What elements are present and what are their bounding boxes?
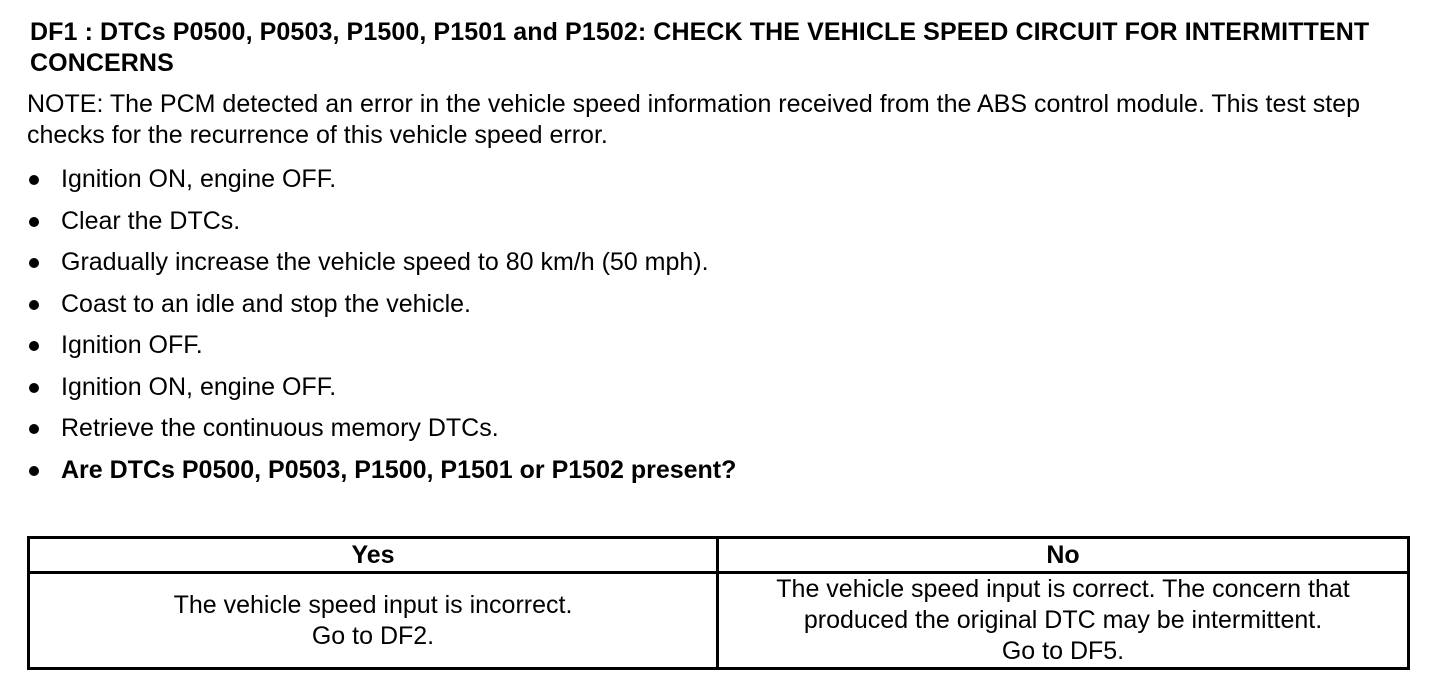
bullet-icon [29,466,39,476]
no-result-text: The vehicle speed input is correct. The concern that [776,575,1350,603]
no-result-text-continued: produced the original DTC may be intermittent. [803,606,1323,634]
yes-cell [29,573,718,669]
bullet-icon [29,383,39,393]
bullet-icon [29,424,39,434]
table-row [29,573,1409,669]
yes-next-step: Go to DF2. [311,621,435,650]
yes-result-text: The vehicle speed input is incorrect. [173,590,573,619]
step-heading: DF1 : DTCs P0500, P0503, P1500, P1501 and P1502: CHECK THE VEHICLE SPEED CIRCUIT FOR INTERMITTENT CONCERNS [30,18,1370,77]
step-text: Ignition ON, engine OFF. [61,165,337,193]
step-text: Retrieve the continuous memory DTCs. [61,414,499,442]
step-text: Ignition ON, engine OFF. [61,372,337,401]
step-text: Ignition OFF. [61,331,203,359]
bullet-icon [29,300,39,310]
note-text: NOTE: The PCM detected an error in the vehicle speed information received from the ABS control module. This test step checks for the recurrence of this vehicle speed error. [27,90,1361,149]
step-text: Coast to an idle and stop the vehicle. [61,289,471,318]
bullet-icon [29,341,39,351]
no-header: No [718,538,1409,573]
result-table [27,536,1410,670]
question-text: Are DTCs P0500, P0503, P1500, P1501 or P1502 present? [61,455,737,484]
no-cell [718,573,1409,669]
bullet-icon [29,258,39,268]
yes-header: Yes [29,538,718,573]
step-text: Gradually increase the vehicle speed to 80 km/h (50 mph). [61,248,709,276]
step-text: Clear the DTCs. [61,206,241,235]
no-next-step: Go to DF5. [1001,637,1125,665]
table-header-row [29,538,1409,573]
bullet-icon [29,217,39,227]
bullet-icon [29,175,39,185]
